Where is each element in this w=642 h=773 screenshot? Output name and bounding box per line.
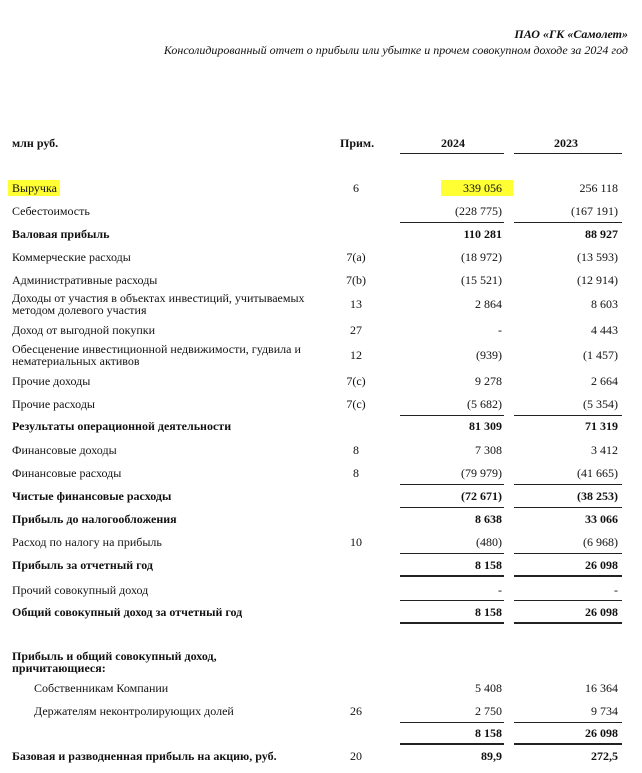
row-value-2023: 256 118 xyxy=(579,181,618,195)
row-label: Прочие расходы xyxy=(12,397,95,411)
row-note: 13 xyxy=(350,297,362,311)
row-value-2023: 4 443 xyxy=(591,323,618,337)
row-value-2024: (18 972) xyxy=(461,250,502,264)
row-note: 20 xyxy=(350,749,362,763)
row-value-2023: (13 593) xyxy=(577,250,618,264)
row-label: Себестоимость xyxy=(12,204,90,218)
row-label: Выручка xyxy=(12,181,57,195)
row-value-2024: (228 775) xyxy=(455,204,502,218)
note-header: Прим. xyxy=(340,136,375,150)
row-value-2024: 2 864 xyxy=(475,297,502,311)
subtotal-rule xyxy=(400,507,504,508)
double-rule xyxy=(514,575,622,577)
row-value-2023: 26 098 xyxy=(585,605,618,619)
row-label: Собственникам Компании xyxy=(34,681,169,695)
row-value-2023: 88 927 xyxy=(585,227,618,241)
subtotal-rule xyxy=(514,600,622,601)
row-note: 12 xyxy=(350,348,362,362)
row-note: 7(c) xyxy=(346,374,366,388)
double-rule xyxy=(400,743,504,745)
row-note: 7(c) xyxy=(346,397,366,411)
row-value-2023: 8 603 xyxy=(591,297,618,311)
row-note: 8 xyxy=(353,443,359,457)
row-label: Расход по налогу на прибыль xyxy=(12,535,162,549)
row-value-2023: (12 914) xyxy=(577,273,618,287)
row-value-2023: (5 354) xyxy=(583,397,618,411)
row-note: 8 xyxy=(353,466,359,480)
report-title: Консолидированный отчет о прибыли или убытке и прочем совокупном доходе за 2024 год xyxy=(163,43,628,57)
subtotal-rule xyxy=(514,415,622,416)
row-value-2023: - xyxy=(614,583,618,597)
row-value-2024: (480) xyxy=(476,535,502,549)
row-value-2024: - xyxy=(498,583,502,597)
subtotal-rule xyxy=(514,222,622,223)
row-value-2024: 339 056 xyxy=(463,181,502,195)
row-value-2023: (41 665) xyxy=(577,466,618,480)
row-value-2024: (15 521) xyxy=(461,273,502,287)
row-value-2024: (939) xyxy=(476,348,502,362)
row-value-2023: 26 098 xyxy=(585,558,618,572)
row-note: 10 xyxy=(350,535,362,549)
row-label: Финансовые расходы xyxy=(12,466,122,480)
row-label: Прибыль до налогообложения xyxy=(12,512,177,526)
row-value-2023: 272,5 xyxy=(591,749,618,763)
subtotal-rule xyxy=(400,722,504,723)
row-label: Прочий совокупный доход xyxy=(12,583,149,597)
row-label: Прибыль за отчетный год xyxy=(12,558,153,572)
row-value-2024: (79 979) xyxy=(461,466,502,480)
row-value-2024: 81 309 xyxy=(469,419,502,433)
row-value-2024: 89,9 xyxy=(481,749,502,763)
row-value-2024: 8 158 xyxy=(475,726,502,740)
row-value-2023: 71 319 xyxy=(585,419,618,433)
row-value-2023: (167 191) xyxy=(571,204,618,218)
row-note: 7(b) xyxy=(346,273,366,287)
row-value-2024: 8 158 xyxy=(475,605,502,619)
row-label: Результаты операционной деятельности xyxy=(12,419,232,433)
row-label: Доходы от участия в объектах инвестиций, учитываемых методом долевого участия xyxy=(12,291,305,317)
double-rule xyxy=(400,575,504,577)
row-value-2024: 2 750 xyxy=(475,704,502,718)
row-value-2023: 2 664 xyxy=(591,374,618,388)
row-note: 7(a) xyxy=(346,250,366,264)
row-value-2024: 8 158 xyxy=(475,558,502,572)
row-value-2023: 3 412 xyxy=(591,443,618,457)
double-rule xyxy=(400,622,504,624)
subtotal-rule xyxy=(514,722,622,723)
double-rule xyxy=(514,622,622,624)
row-note: 27 xyxy=(350,323,362,337)
row-note: 6 xyxy=(353,181,359,195)
row-value-2024: 7 308 xyxy=(475,443,502,457)
subtotal-rule xyxy=(514,484,622,485)
row-label: Держателям неконтролирующих долей xyxy=(34,704,234,718)
row-value-2024: (5 682) xyxy=(467,397,502,411)
row-label: Доход от выгодной покупки xyxy=(12,323,155,337)
subtotal-rule xyxy=(514,553,622,554)
row-value-2023: 9 734 xyxy=(591,704,618,718)
subtotal-rule xyxy=(400,415,504,416)
row-label: Обесценение инвестиционной недвижимости, гудвила и нематериальных активов xyxy=(12,342,301,368)
row-label: Чистые финансовые расходы xyxy=(12,489,172,503)
unit-header: млн руб. xyxy=(12,136,59,150)
row-value-2023: 26 098 xyxy=(585,726,618,740)
section-heading: Прибыль и общий совокупный доход, причитающиеся: xyxy=(12,649,217,675)
double-rule xyxy=(514,743,622,745)
year-2024-header: 2024 xyxy=(441,136,465,150)
subtotal-rule xyxy=(400,600,504,601)
row-value-2024: 5 408 xyxy=(475,681,502,695)
row-value-2024: (72 671) xyxy=(461,489,502,503)
row-label: Коммерческие расходы xyxy=(12,250,131,264)
row-value-2023: (6 968) xyxy=(583,535,618,549)
row-value-2024: 8 638 xyxy=(475,512,502,526)
subtotal-rule xyxy=(400,553,504,554)
year-2023-header: 2023 xyxy=(554,136,578,150)
subtotal-rule xyxy=(514,507,622,508)
row-value-2024: - xyxy=(498,323,502,337)
header-rule-2024 xyxy=(400,153,504,154)
header-rule-2023 xyxy=(514,153,622,154)
row-value-2023: 16 364 xyxy=(585,681,618,695)
row-label: Прочие доходы xyxy=(12,374,91,388)
row-label: Базовая и разводненная прибыль на акцию, руб. xyxy=(12,749,277,763)
row-value-2023: (1 457) xyxy=(583,348,618,362)
row-value-2024: 110 281 xyxy=(463,227,502,241)
subtotal-rule xyxy=(400,222,504,223)
row-value-2024: 9 278 xyxy=(475,374,502,388)
row-note: 26 xyxy=(350,704,362,718)
row-label: Административные расходы xyxy=(12,273,158,287)
company-name: ПАО «ГК «Самолет» xyxy=(514,27,628,41)
row-label: Валовая прибыль xyxy=(12,227,110,241)
row-label: Финансовые доходы xyxy=(12,443,117,457)
row-value-2023: (38 253) xyxy=(577,489,618,503)
subtotal-rule xyxy=(400,484,504,485)
row-value-2023: 33 066 xyxy=(585,512,618,526)
row-label: Общий совокупный доход за отчетный год xyxy=(12,605,243,619)
